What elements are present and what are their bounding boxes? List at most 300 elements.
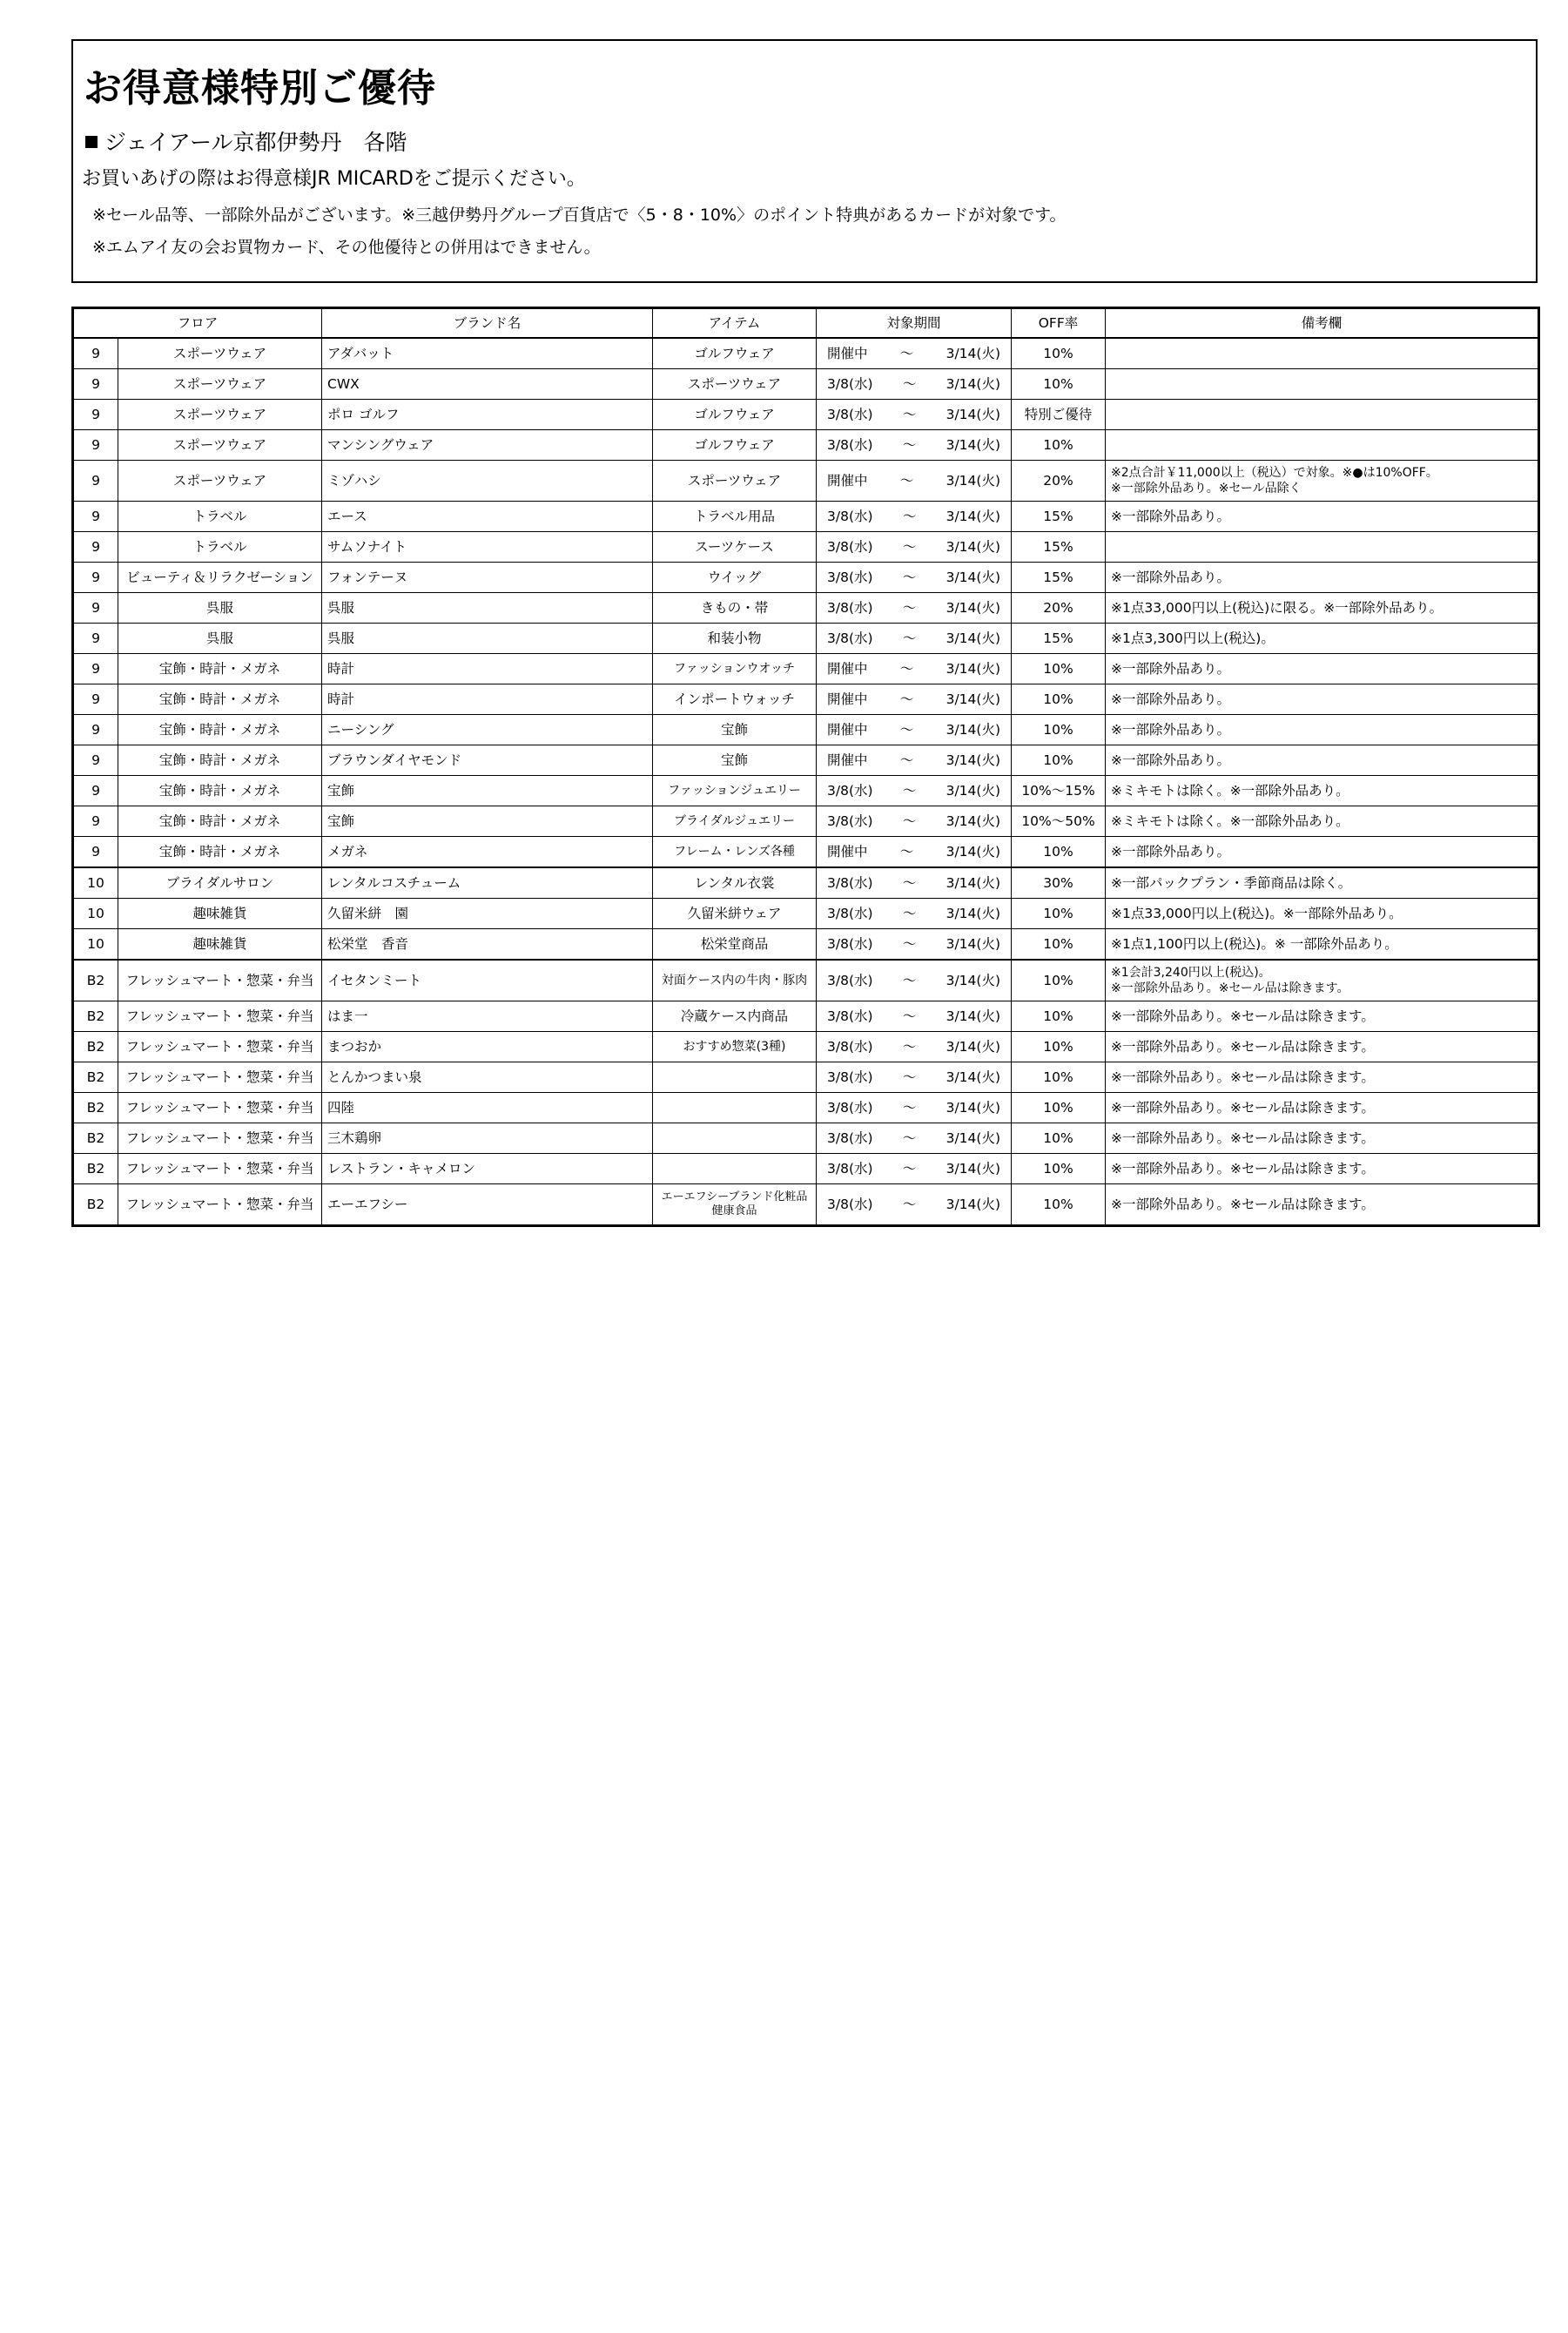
period-separator: ～ bbox=[899, 660, 914, 677]
remarks-cell: ※ミキモトは除く。※一部除外品あり。 bbox=[1106, 776, 1539, 806]
floor-cell: 9 bbox=[73, 745, 118, 776]
item-cell: ゴルフウェア bbox=[653, 430, 817, 461]
remarks-cell: ※一部除外品あり。※セール品は除きます。 bbox=[1106, 1154, 1539, 1184]
floor-cell: 9 bbox=[73, 624, 118, 654]
item-line-1: エーエフシーブランド化粧品 bbox=[661, 1190, 808, 1204]
table-row bbox=[73, 1062, 1539, 1093]
item-cell: きもの・帯 bbox=[653, 593, 817, 624]
period-range bbox=[822, 876, 1006, 891]
brand-cell: エーエフシー bbox=[322, 1184, 653, 1226]
period-end: 3/14(火) bbox=[946, 1069, 1000, 1085]
period-range bbox=[822, 845, 1006, 860]
period-end: 3/14(火) bbox=[946, 406, 1000, 422]
period-separator: ～ bbox=[902, 375, 917, 392]
category-cell: 宝飾・時計・メガネ bbox=[118, 837, 322, 868]
item-cell: スポーツウェア bbox=[653, 461, 817, 502]
period-start: 3/8(水) bbox=[827, 1196, 873, 1212]
remarks-cell: ※1点1,100円以上(税込)。※ 一部除外品あり。 bbox=[1106, 929, 1539, 961]
table-row bbox=[73, 1123, 1539, 1154]
off-rate-cell: 10% bbox=[1012, 654, 1106, 684]
table-row bbox=[73, 684, 1539, 715]
item-cell: 宝飾 bbox=[653, 745, 817, 776]
lead-text: お買いあげの際はお得意様JR MICARDをご提示ください。 bbox=[82, 168, 586, 190]
period-end: 3/14(火) bbox=[946, 782, 1000, 799]
brand-cell: サムソナイト bbox=[322, 532, 653, 563]
table-row bbox=[73, 715, 1539, 745]
remarks-cell: ※一部除外品あり。 bbox=[1106, 745, 1539, 776]
table-row bbox=[73, 461, 1539, 502]
brand-cell: マンシングウェア bbox=[322, 430, 653, 461]
table-row bbox=[73, 806, 1539, 837]
period-range bbox=[822, 1162, 1006, 1177]
off-rate-cell: 10% bbox=[1012, 929, 1106, 961]
item-cell: 和装小物 bbox=[653, 624, 817, 654]
floor-cell: 9 bbox=[73, 654, 118, 684]
period-separator: ～ bbox=[899, 472, 914, 489]
period-start: 3/8(水) bbox=[827, 630, 873, 646]
period-range bbox=[822, 907, 1006, 921]
item-cell: ブライダルジュエリー bbox=[653, 806, 817, 837]
item-cell: ファッションウオッチ bbox=[653, 654, 817, 684]
period-start: 開催中 bbox=[827, 691, 868, 707]
category-cell: 宝飾・時計・メガネ bbox=[118, 715, 322, 745]
period-start: 3/8(水) bbox=[827, 935, 873, 952]
table-row bbox=[73, 929, 1539, 961]
period-separator: ～ bbox=[899, 752, 914, 768]
period-range bbox=[822, 692, 1006, 707]
item-cell: おすすめ惣菜(3種) bbox=[653, 1032, 817, 1062]
period-separator: ～ bbox=[902, 1038, 917, 1055]
category-cell: ブライダルサロン bbox=[118, 867, 322, 899]
period-range bbox=[822, 570, 1006, 585]
period-end: 3/14(火) bbox=[946, 508, 1000, 524]
period-cell bbox=[817, 867, 1012, 899]
floor-cell: 10 bbox=[73, 899, 118, 929]
period-end: 3/14(火) bbox=[946, 721, 1000, 738]
off-rate-cell: 特別ご優待 bbox=[1012, 400, 1106, 430]
table-row bbox=[73, 1184, 1539, 1226]
period-separator: ～ bbox=[902, 630, 917, 646]
period-start: 3/8(水) bbox=[827, 1160, 873, 1177]
period-separator: ～ bbox=[899, 721, 914, 738]
floor-cell: 9 bbox=[73, 502, 118, 532]
remarks-cell: ※一部除外品あり。※セール品は除きます。 bbox=[1106, 1123, 1539, 1154]
category-cell: 趣味雑貨 bbox=[118, 929, 322, 961]
category-cell: 呉服 bbox=[118, 593, 322, 624]
period-separator: ～ bbox=[902, 436, 917, 453]
brand-cell: 呉服 bbox=[322, 593, 653, 624]
period-separator: ～ bbox=[902, 782, 917, 799]
period-start: 3/8(水) bbox=[827, 375, 873, 392]
period-end: 3/14(火) bbox=[946, 375, 1000, 392]
period-range bbox=[822, 509, 1006, 524]
remarks-line-1: ※2点合計￥11,000以上（税込）で対象。※●は10%OFF。 bbox=[1111, 466, 1438, 480]
off-rate-cell: 10%～50% bbox=[1012, 806, 1106, 837]
brand-cell: はま一 bbox=[322, 1001, 653, 1032]
col-header-floor: フロア bbox=[73, 308, 322, 339]
col-header-item: アイテム bbox=[653, 308, 817, 339]
period-end: 3/14(火) bbox=[946, 1099, 1000, 1116]
remarks-cell: ※ミキモトは除く。※一部除外品あり。 bbox=[1106, 806, 1539, 837]
period-start: 3/8(水) bbox=[827, 538, 873, 555]
period-range bbox=[822, 347, 1006, 361]
store-subtitle bbox=[85, 125, 407, 157]
brand-cell: ブラウンダイヤモンド bbox=[322, 745, 653, 776]
period-start: 3/8(水) bbox=[827, 508, 873, 524]
brand-cell: フォンテーヌ bbox=[322, 563, 653, 593]
off-rate-cell: 15% bbox=[1012, 624, 1106, 654]
period-start: 3/8(水) bbox=[827, 1069, 873, 1085]
period-range bbox=[822, 1070, 1006, 1085]
period-separator: ～ bbox=[899, 345, 914, 361]
period-range bbox=[822, 1009, 1006, 1024]
period-start: 3/8(水) bbox=[827, 905, 873, 921]
period-cell bbox=[817, 563, 1012, 593]
item-cell bbox=[653, 1154, 817, 1184]
item-cell: スーツケース bbox=[653, 532, 817, 563]
period-separator: ～ bbox=[902, 935, 917, 952]
period-cell bbox=[817, 1184, 1012, 1226]
off-rate-cell: 15% bbox=[1012, 502, 1106, 532]
period-separator: ～ bbox=[902, 813, 917, 829]
off-rate-cell: 10% bbox=[1012, 1001, 1106, 1032]
period-separator: ～ bbox=[902, 905, 917, 921]
remarks-line-2: ※一部除外品あり。※セール品除く bbox=[1111, 482, 1302, 496]
period-start: 3/8(水) bbox=[827, 1099, 873, 1116]
item-cell bbox=[653, 1093, 817, 1123]
period-end: 3/14(火) bbox=[946, 436, 1000, 453]
col-header-off: OFF率 bbox=[1012, 308, 1106, 339]
period-start: 3/8(水) bbox=[827, 1129, 873, 1146]
item-cell: レンタル衣裳 bbox=[653, 867, 817, 899]
floor-cell: 9 bbox=[73, 806, 118, 837]
square-bullet-icon bbox=[85, 136, 98, 148]
period-separator: ～ bbox=[902, 1196, 917, 1212]
floor-cell: B2 bbox=[73, 1093, 118, 1123]
remarks-cell bbox=[1106, 430, 1539, 461]
period-cell bbox=[817, 929, 1012, 961]
period-separator: ～ bbox=[902, 874, 917, 891]
floor-cell: B2 bbox=[73, 1001, 118, 1032]
table-row bbox=[73, 400, 1539, 430]
off-rate-cell: 10% bbox=[1012, 1123, 1106, 1154]
item-cell: トラベル用品 bbox=[653, 502, 817, 532]
item-cell: ゴルフウェア bbox=[653, 400, 817, 430]
item-cell: ゴルフウェア bbox=[653, 338, 817, 369]
period-range bbox=[822, 753, 1006, 768]
off-rate-cell: 10%～15% bbox=[1012, 776, 1106, 806]
period-cell bbox=[817, 624, 1012, 654]
header-box bbox=[71, 39, 1538, 283]
period-separator: ～ bbox=[902, 972, 917, 988]
period-cell bbox=[817, 400, 1012, 430]
period-range bbox=[822, 784, 1006, 799]
category-cell: フレッシュマート・惣菜・弁当 bbox=[118, 960, 322, 1001]
period-separator: ～ bbox=[902, 1099, 917, 1116]
period-start: 3/8(水) bbox=[827, 1038, 873, 1055]
remarks-cell: ※一部パックプラン・季節商品は除く。 bbox=[1106, 867, 1539, 899]
table-row bbox=[73, 502, 1539, 532]
period-range bbox=[822, 1131, 1006, 1146]
brand-cell: イセタンミート bbox=[322, 960, 653, 1001]
note-2: ※エムアイ友の会お買物カード、その他優待との併用はできません。 bbox=[92, 238, 601, 257]
period-cell bbox=[817, 369, 1012, 400]
period-start: 3/8(水) bbox=[827, 599, 873, 616]
floor-cell: 9 bbox=[73, 400, 118, 430]
remarks-cell bbox=[1106, 369, 1539, 400]
period-cell bbox=[817, 684, 1012, 715]
period-range bbox=[822, 662, 1006, 677]
period-range bbox=[822, 438, 1006, 453]
floor-cell: 9 bbox=[73, 461, 118, 502]
brand-cell: エース bbox=[322, 502, 653, 532]
off-rate-cell: 10% bbox=[1012, 430, 1106, 461]
period-end: 3/14(火) bbox=[946, 874, 1000, 891]
period-end: 3/14(火) bbox=[946, 691, 1000, 707]
off-rate-cell: 30% bbox=[1012, 867, 1106, 899]
brand-cell: まつおか bbox=[322, 1032, 653, 1062]
period-cell bbox=[817, 1123, 1012, 1154]
floor-cell: B2 bbox=[73, 1123, 118, 1154]
store-subtitle-text: ジェイアール京都伊勢丹 各階 bbox=[104, 130, 407, 155]
floor-cell: 9 bbox=[73, 563, 118, 593]
table-row bbox=[73, 776, 1539, 806]
period-start: 3/8(水) bbox=[827, 569, 873, 585]
table-row bbox=[73, 745, 1539, 776]
remarks-cell bbox=[1106, 338, 1539, 369]
category-cell: スポーツウェア bbox=[118, 369, 322, 400]
offer-table bbox=[71, 307, 1540, 1227]
remarks-cell: ※一部除外品あり。 bbox=[1106, 654, 1539, 684]
period-separator: ～ bbox=[902, 1129, 917, 1146]
table-row bbox=[73, 338, 1539, 369]
brand-cell: レンタルコスチューム bbox=[322, 867, 653, 899]
remarks-cell: ※1点33,000円以上(税込)。※一部除外品あり。 bbox=[1106, 899, 1539, 929]
page-title: お得意様特別ご優待 bbox=[84, 66, 436, 111]
table-row bbox=[73, 430, 1539, 461]
category-cell: ビューティ＆リラクゼーション bbox=[118, 563, 322, 593]
table-row bbox=[73, 563, 1539, 593]
brand-cell: とんかつまい泉 bbox=[322, 1062, 653, 1093]
period-range bbox=[822, 1101, 1006, 1116]
period-range bbox=[822, 474, 1006, 489]
off-rate-cell: 10% bbox=[1012, 899, 1106, 929]
period-end: 3/14(火) bbox=[946, 752, 1000, 768]
period-start: 開催中 bbox=[827, 472, 868, 489]
col-header-remarks: 備考欄 bbox=[1106, 308, 1539, 339]
period-range bbox=[822, 408, 1006, 422]
table-row bbox=[73, 1093, 1539, 1123]
period-range bbox=[822, 814, 1006, 829]
category-cell: 宝飾・時計・メガネ bbox=[118, 684, 322, 715]
period-end: 3/14(火) bbox=[946, 630, 1000, 646]
period-cell bbox=[817, 837, 1012, 868]
period-cell bbox=[817, 715, 1012, 745]
item-cell: 久留米絣ウェア bbox=[653, 899, 817, 929]
off-rate-cell: 20% bbox=[1012, 461, 1106, 502]
category-cell: フレッシュマート・惣菜・弁当 bbox=[118, 1154, 322, 1184]
remarks-cell: ※一部除外品あり。※セール品は除きます。 bbox=[1106, 1001, 1539, 1032]
remarks-cell: ※一部除外品あり。 bbox=[1106, 563, 1539, 593]
off-rate-cell: 15% bbox=[1012, 563, 1106, 593]
floor-cell: 9 bbox=[73, 430, 118, 461]
category-cell: スポーツウェア bbox=[118, 400, 322, 430]
period-start: 3/8(水) bbox=[827, 1008, 873, 1024]
period-cell bbox=[817, 1032, 1012, 1062]
floor-cell: 10 bbox=[73, 867, 118, 899]
category-cell: スポーツウェア bbox=[118, 338, 322, 369]
col-header-brand: ブランド名 bbox=[322, 308, 653, 339]
category-cell: スポーツウェア bbox=[118, 461, 322, 502]
floor-cell: B2 bbox=[73, 1184, 118, 1226]
item-cell bbox=[653, 1062, 817, 1093]
period-end: 3/14(火) bbox=[946, 1196, 1000, 1212]
period-cell bbox=[817, 960, 1012, 1001]
period-range bbox=[822, 937, 1006, 952]
off-rate-cell: 10% bbox=[1012, 960, 1106, 1001]
table-row bbox=[73, 532, 1539, 563]
period-cell bbox=[817, 899, 1012, 929]
floor-cell: 9 bbox=[73, 338, 118, 369]
period-start: 3/8(水) bbox=[827, 406, 873, 422]
period-separator: ～ bbox=[899, 691, 914, 707]
period-start: 3/8(水) bbox=[827, 813, 873, 829]
table-row bbox=[73, 654, 1539, 684]
floor-cell: 9 bbox=[73, 837, 118, 868]
table-row bbox=[73, 837, 1539, 868]
period-end: 3/14(火) bbox=[946, 843, 1000, 860]
brand-cell: アダバット bbox=[322, 338, 653, 369]
off-rate-cell: 10% bbox=[1012, 1184, 1106, 1226]
period-end: 3/14(火) bbox=[946, 660, 1000, 677]
category-cell: フレッシュマート・惣菜・弁当 bbox=[118, 1062, 322, 1093]
period-end: 3/14(火) bbox=[946, 1008, 1000, 1024]
period-end: 3/14(火) bbox=[946, 345, 1000, 361]
off-rate-cell: 10% bbox=[1012, 1032, 1106, 1062]
brand-cell: ニーシング bbox=[322, 715, 653, 745]
period-cell bbox=[817, 806, 1012, 837]
period-range bbox=[822, 1197, 1006, 1212]
remarks-line-1: ※1会計3,240円以上(税込)。 bbox=[1111, 966, 1271, 980]
brand-cell: CWX bbox=[322, 369, 653, 400]
period-start: 3/8(水) bbox=[827, 874, 873, 891]
period-separator: ～ bbox=[899, 843, 914, 860]
remarks-cell: ※一部除外品あり。※セール品は除きます。 bbox=[1106, 1062, 1539, 1093]
period-cell bbox=[817, 532, 1012, 563]
period-end: 3/14(火) bbox=[946, 472, 1000, 489]
note-1: ※セール品等、一部除外品がございます。※三越伊勢丹グループ百貨店で〈5・8・10%〉のポイント特典があるカードが対象です。 bbox=[92, 206, 1067, 225]
floor-cell: 9 bbox=[73, 593, 118, 624]
remarks-cell bbox=[1106, 532, 1539, 563]
category-cell: フレッシュマート・惣菜・弁当 bbox=[118, 1001, 322, 1032]
item-cell: 対面ケース内の牛肉・豚肉 bbox=[653, 960, 817, 1001]
remarks-cell: ※一部除外品あり。※セール品は除きます。 bbox=[1106, 1184, 1539, 1226]
remarks-cell: ※一部除外品あり。※セール品は除きます。 bbox=[1106, 1032, 1539, 1062]
period-separator: ～ bbox=[902, 1008, 917, 1024]
floor-cell: 9 bbox=[73, 715, 118, 745]
period-range bbox=[822, 723, 1006, 738]
floor-cell: 9 bbox=[73, 776, 118, 806]
remarks-cell bbox=[1106, 960, 1539, 1001]
brand-cell: レストラン・キャメロン bbox=[322, 1154, 653, 1184]
category-cell: 宝飾・時計・メガネ bbox=[118, 745, 322, 776]
table-row bbox=[73, 867, 1539, 899]
brand-cell: 四陸 bbox=[322, 1093, 653, 1123]
floor-cell: 9 bbox=[73, 369, 118, 400]
category-cell: 呉服 bbox=[118, 624, 322, 654]
period-range bbox=[822, 1040, 1006, 1055]
category-cell: トラベル bbox=[118, 532, 322, 563]
floor-cell: 10 bbox=[73, 929, 118, 961]
period-range bbox=[822, 601, 1006, 616]
period-start: 開催中 bbox=[827, 660, 868, 677]
brand-cell: 時計 bbox=[322, 684, 653, 715]
floor-cell: 9 bbox=[73, 684, 118, 715]
remarks-cell: ※一部除外品あり。 bbox=[1106, 837, 1539, 868]
category-cell: トラベル bbox=[118, 502, 322, 532]
period-end: 3/14(火) bbox=[946, 569, 1000, 585]
period-cell bbox=[817, 502, 1012, 532]
period-range bbox=[822, 540, 1006, 555]
item-cell: インポートウォッチ bbox=[653, 684, 817, 715]
period-cell bbox=[817, 1062, 1012, 1093]
remarks-cell: ※一部除外品あり。※セール品は除きます。 bbox=[1106, 1093, 1539, 1123]
off-rate-cell: 10% bbox=[1012, 837, 1106, 868]
col-header-period: 対象期間 bbox=[817, 308, 1012, 339]
brand-cell: 呉服 bbox=[322, 624, 653, 654]
brand-cell: ポロ ゴルフ bbox=[322, 400, 653, 430]
category-cell: フレッシュマート・惣菜・弁当 bbox=[118, 1032, 322, 1062]
table-row bbox=[73, 624, 1539, 654]
item-cell: 松栄堂商品 bbox=[653, 929, 817, 961]
item-cell: ファッションジュエリー bbox=[653, 776, 817, 806]
item-line-2: 健康食品 bbox=[711, 1204, 757, 1217]
floor-cell: B2 bbox=[73, 960, 118, 1001]
brand-cell: 三木鶏卵 bbox=[322, 1123, 653, 1154]
off-rate-cell: 10% bbox=[1012, 1093, 1106, 1123]
table-row bbox=[73, 899, 1539, 929]
period-end: 3/14(火) bbox=[946, 599, 1000, 616]
period-cell bbox=[817, 1154, 1012, 1184]
item-cell bbox=[653, 1184, 817, 1226]
table-row bbox=[73, 1032, 1539, 1062]
period-cell bbox=[817, 338, 1012, 369]
remarks-cell: ※一部除外品あり。 bbox=[1106, 502, 1539, 532]
item-cell: スポーツウェア bbox=[653, 369, 817, 400]
item-cell bbox=[653, 1123, 817, 1154]
period-cell bbox=[817, 461, 1012, 502]
item-cell: フレーム・レンズ各種 bbox=[653, 837, 817, 868]
category-cell: フレッシュマート・惣菜・弁当 bbox=[118, 1093, 322, 1123]
period-start: 開催中 bbox=[827, 843, 868, 860]
brand-cell: 松栄堂 香音 bbox=[322, 929, 653, 961]
period-start: 開催中 bbox=[827, 721, 868, 738]
category-cell: フレッシュマート・惣菜・弁当 bbox=[118, 1184, 322, 1226]
off-rate-cell: 15% bbox=[1012, 532, 1106, 563]
period-end: 3/14(火) bbox=[946, 813, 1000, 829]
period-separator: ～ bbox=[902, 508, 917, 524]
period-cell bbox=[817, 593, 1012, 624]
remarks-cell: ※一部除外品あり。 bbox=[1106, 715, 1539, 745]
period-start: 開催中 bbox=[827, 345, 868, 361]
period-cell bbox=[817, 745, 1012, 776]
remarks-cell: ※1点33,000円以上(税込)に限る。※一部除外品あり。 bbox=[1106, 593, 1539, 624]
off-rate-cell: 10% bbox=[1012, 684, 1106, 715]
remarks-line-2: ※一部除外品あり。※セール品は除きます。 bbox=[1111, 981, 1349, 995]
period-separator: ～ bbox=[902, 538, 917, 555]
remarks-cell bbox=[1106, 400, 1539, 430]
off-rate-cell: 10% bbox=[1012, 338, 1106, 369]
